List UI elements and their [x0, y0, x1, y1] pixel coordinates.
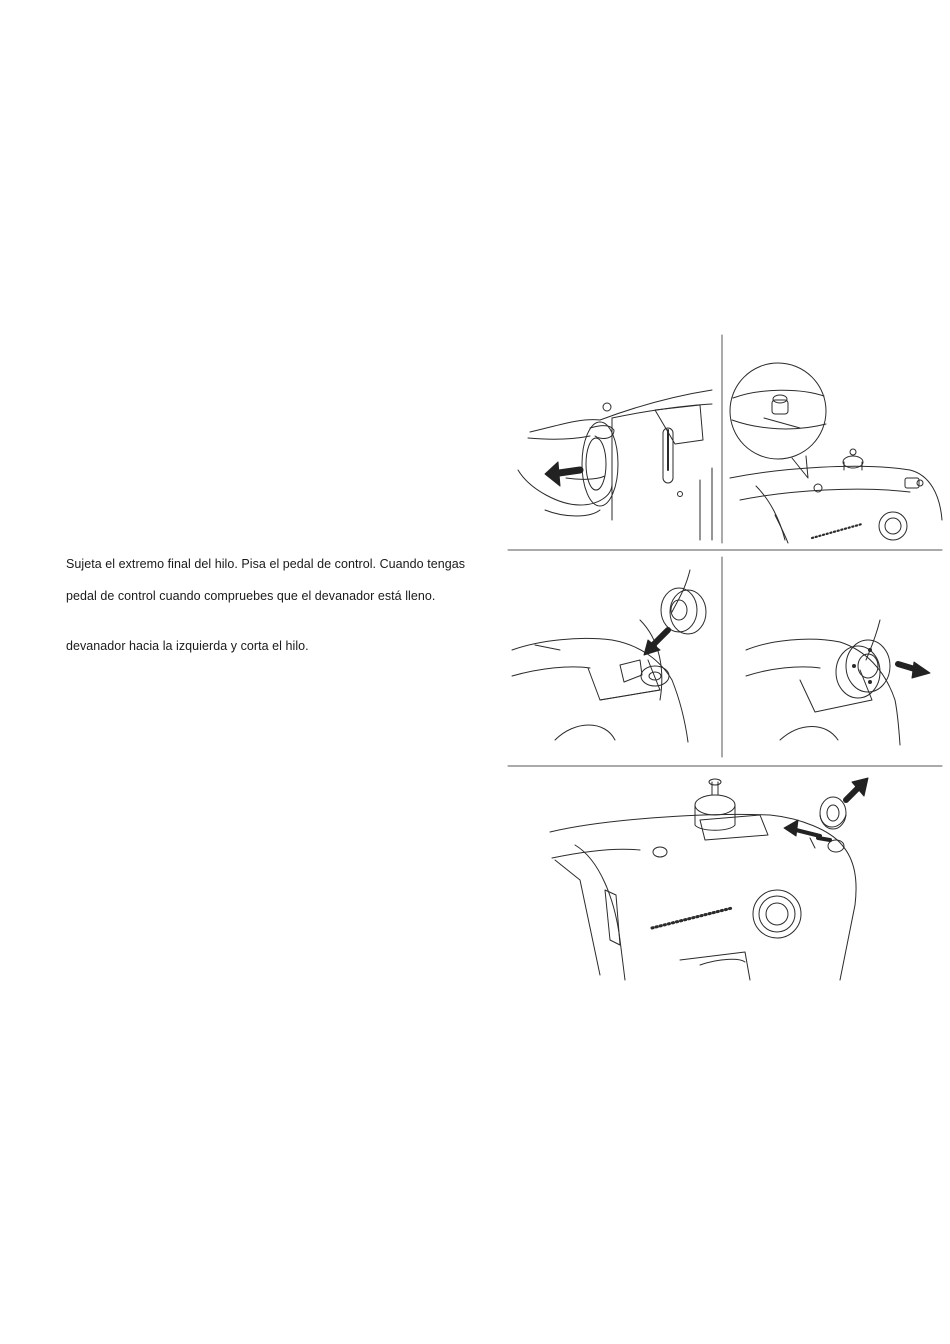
instruction-line-1: Sujeta el extremo final del hilo. Pisa el pedal de control. Cuando tengas	[66, 557, 466, 571]
thread-guide-zoom-icon	[730, 363, 942, 543]
winder-push-right-icon	[746, 620, 930, 745]
instruction-line-3: devanador hacia la izquierda y corta el hilo.	[66, 639, 309, 653]
bobbin-on-spindle-icon	[512, 570, 706, 742]
handwheel-pull-icon	[518, 390, 712, 540]
remove-bobbin-icon	[550, 778, 868, 980]
instruction-line-2: pedal de control cuando compruebes que el devanador está lleno.	[66, 589, 436, 603]
